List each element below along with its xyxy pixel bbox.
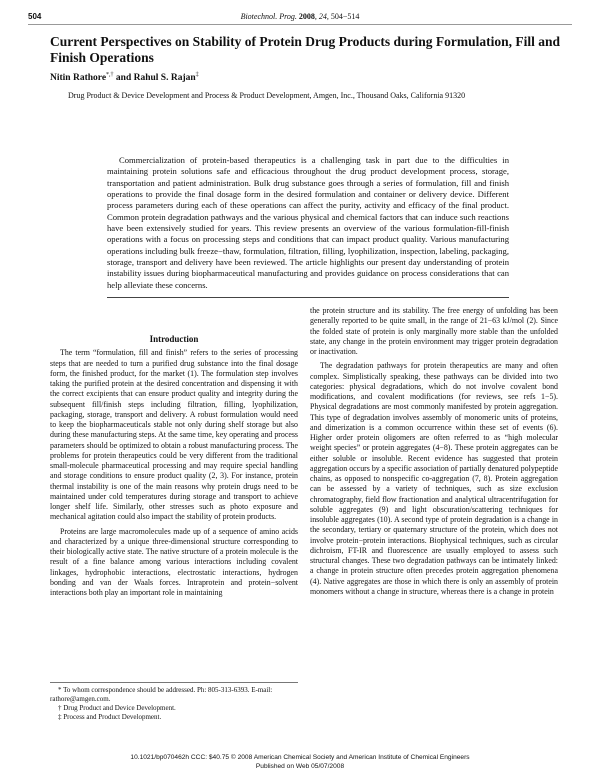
- publication-date-line: Published on Web 05/07/2008: [255, 762, 345, 770]
- article-title: Current Perspectives on Stability of Protein Drug Products during Formulation, Fill and Finish Operations: [50, 34, 560, 65]
- footnote-affiliation-2: ‡ Process and Product Development.: [58, 713, 162, 721]
- footnote-affiliation-1: † Drug Product and Device Development.: [58, 704, 176, 712]
- author-line: [50, 72, 199, 83]
- footnote-correspondence: * To whom correspondence should be addressed. Ph: 805-313-6393. E-mail: rathore@amgen.com.: [50, 686, 273, 703]
- journal-pages: 504−514: [330, 12, 360, 21]
- section-heading: Introduction: [149, 334, 199, 344]
- author-marks: ‡: [195, 72, 199, 78]
- left-column: [50, 335, 298, 602]
- running-header: [28, 10, 572, 25]
- body-paragraph: Proteins are large macromolecules made up of a sequence of amino acids and characterized by a unique three-dimensional structure corresponding to their biologically active state. The native structure of a protein molecule is the result of a fine balance among various interactions including covalent linkages, hydrophobic interactions, electrostatic interactions, hydrogen bonding and van der Waals forces. Intraprotein and protein−solvent interactions both play an important role in maintaining: [50, 526, 298, 597]
- author-name: Rahul S. Rajan: [133, 73, 196, 84]
- affiliation: Drug Product & Device Development and Process & Product Development, Amgen, Inc., Thousand Oaks, California 91320: [68, 91, 466, 100]
- author-conjunction: and: [115, 73, 132, 84]
- author-name: Nitin Rathore: [50, 73, 107, 84]
- page-number: 504: [28, 12, 42, 21]
- footnotes: [50, 682, 298, 722]
- body-paragraph: the protein structure and its stability. The free energy of unfolding has been generally reported to be quite small, in the range of 21−63 kJ/mol (2). Since the folded state of protein is only marginally more stable than the unfolded state, any change in the protein environment may trigger protein degradation or inactivation.: [310, 306, 558, 356]
- body-paragraph: The degradation pathways for protein therapeutics are many and often complex. Simplistically speaking, these pathways can be divided into two categories: physical degradations, which do not involve covalent bond modifications, and covalent modifications (for reviews, see refs 1−5). Physical degradations are most commonly manifested by protein aggregation. This type of degradation involves assembly of monomeric units of proteins, and dimerization is a common occurrence within these set of events (6). Higher order protein oligomers are often referred to as “high molecular weight species” or protein aggregates (4−8). These protein aggregates can be either soluble or insoluble. Recent evidence has suggested that protein aggregation occurs by a specific association of partially denatured polypeptide chains, as opposed to nonspecific co-aggregation (7, 8). Protein aggregation can be assessed by a variety of techniques, such as size exclusion chromatography, field flow fractionation and analytical ultracentrifugation for soluble aggregates (9) and light obscuration/scattering techniques for insoluble aggregates (10). A second type of protein degradation is a change in the secondary, tertiary or quaternary structure of the protein, which does not involve protein−protein interactions. Biophysical techniques, such as circular dichroism, FT-IR and fluorescence are usually employed to assess such structural changes. These two degradation pathways can be intimately linked: a change in protein structure often precedes protein aggregation phenomena (4). Native aggregates are those in which there is only an assembly of protein monomers without a change in structure, whereas there is a change in protein: [310, 361, 558, 596]
- page-footer: [0, 754, 600, 771]
- journal-name: Biotechnol. Prog.: [240, 12, 297, 21]
- abstract: Commercialization of protein-based therapeutics is a challenging task in part due to the difficulties in maintaining protein solutions safe and efficacious throughout the drug product development process, storage, transportation and patient administration. Bulk drug substance goes through a series of formulation, fill and finish operations to provide the final dosage form in the desired formulation and container or delivery device. Different process parameters during each of these operations can affect the purity, activity and efficacy of the final product. Common protein degradation pathways and the various physical and chemical factors that can induce such reactions have been extensively studied for years. This review presents an overview of the various formulation-fill-finish operations with a focus on processing steps and conditions that can impact product quality. Various manufacturing operations including bulk freeze−thaw, formulation, filtration, filling, lyophilization, inspection, labeling, packaging, storage, transport and delivery have been reviewed. The article highlights our present day understanding of protein instability issues during biopharmaceutical manufacturing and provides guidance on process considerations that can help alleviate these concerns.: [107, 151, 509, 298]
- journal-citation: Biotechnol. Prog. 2008, 24, 504−514: [240, 12, 360, 21]
- right-column: [310, 306, 558, 601]
- journal-year: 2008: [298, 12, 315, 21]
- journal-volume: 24: [318, 12, 327, 21]
- author-marks: *,†: [106, 72, 114, 78]
- body-paragraph: The term “formulation, fill and finish” refers to the series of processing steps that are needed to turn a purified drug substance into the final dosage form, the finished product, for the market (1). The formulation step involves taking the purified protein at the desired concentration and dispensing it with the correct excipients that can ensure product quality and integrity during the subsequent fill/finish steps including filtration, filling, lyophilization, packaging, storage, transport and delivery. A robust formulation would need to keep the biopharmaceuticals stable not only during shelf storage but also during these manufacturing steps. At the same time, key operating and process parameters should be optimized to obtain a robust manufacturing process. The problems for protein therapeutics could be very different from the traditional small-molecule pharmaceutical processing and may require special handling and storage conditions to ensure product quality (2, 3). For instance, protein thermal instability is one of the main reasons why protein drugs need to be maintained under cold temperatures during storage and transport to achieve longer shelf life. Similarly, other stresses such as photo exposure and mechanical agitation could also impact the stability of protein products.: [50, 348, 298, 522]
- doi-copyright-line: 10.1021/bp070462h CCC: $40.75 © 2008 American Chemical Society and American Institute of Chemical Engineers: [130, 754, 470, 761]
